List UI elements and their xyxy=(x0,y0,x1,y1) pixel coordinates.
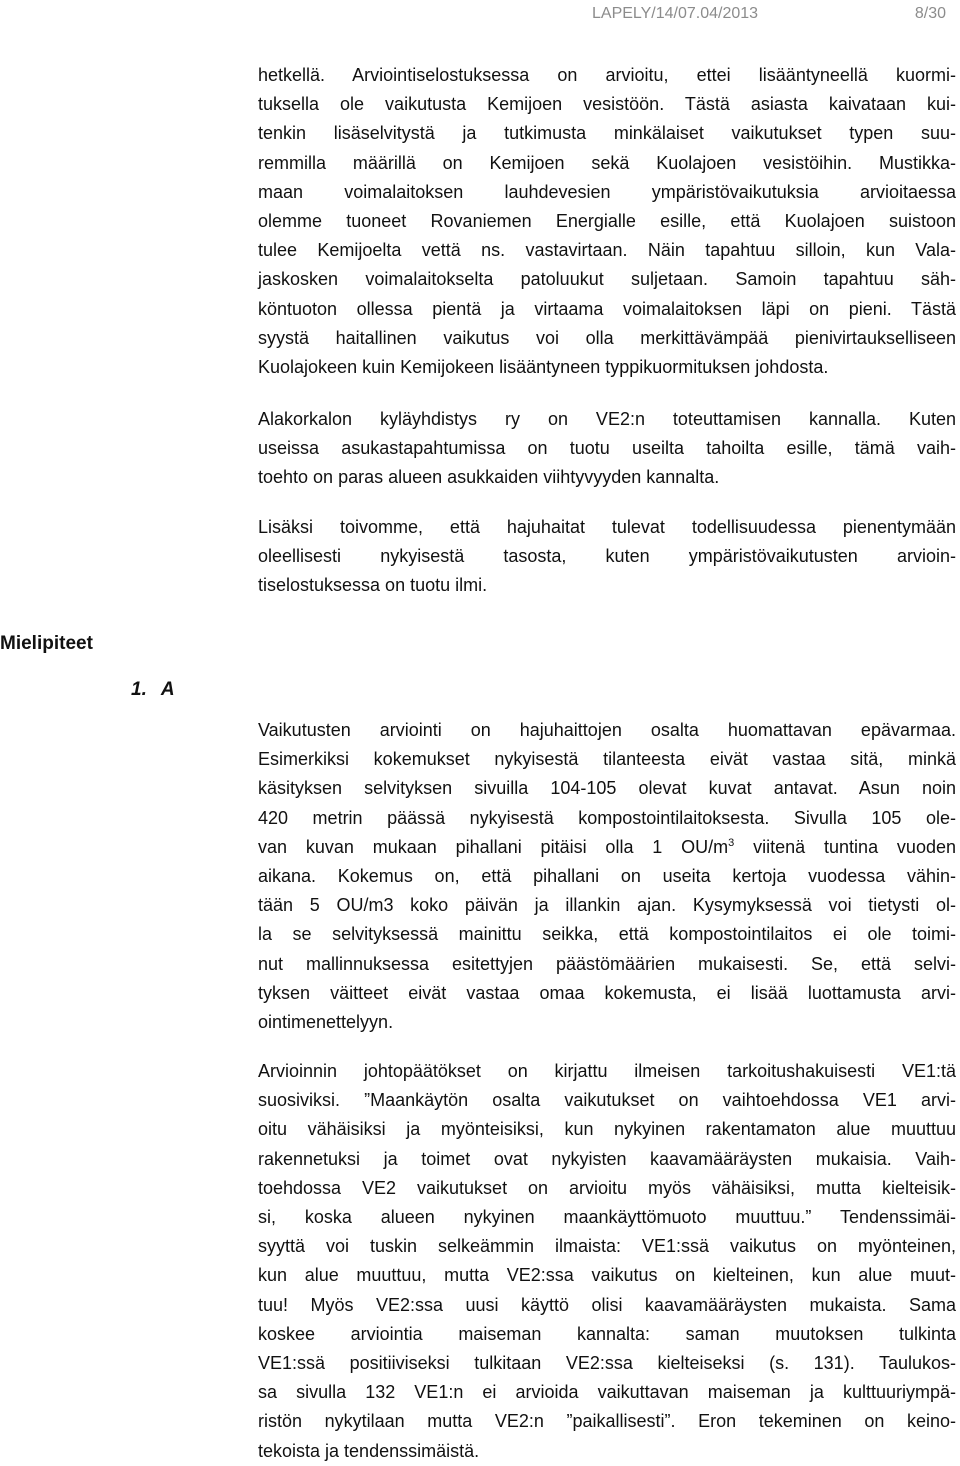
item-letter: A xyxy=(160,679,175,700)
paragraph-1 xyxy=(258,61,956,382)
text-line: köntuoton ollessa pientä ja virtaama voimalaitoksen läpi on pieni. Tästä xyxy=(258,298,956,319)
text-line: suosiviksi. ”Maankäytön osalta vaikutukset on vaihtoehdossa VE1 arvi- xyxy=(258,1090,956,1111)
text-line: 420 metrin päässä nykyisestä kompostointilaitoksesta. Sivulla 105 ole- xyxy=(258,807,956,828)
text-line: sa sivulla 132 VE1:n ei arvioida vaikuttavan maiseman ja kulttuuriympä- xyxy=(258,1382,956,1403)
paragraph-3 xyxy=(258,513,956,601)
text-line: oitu vähäisiksi ja myönteisiksi, kun nykyinen rakentamaton alue muuttuu xyxy=(258,1119,956,1140)
text-line: olemme tuoneet Rovaniemen Energialle esille, että Kuolajoen suistoon xyxy=(258,211,956,232)
text-line: tekoista ja tendenssimäistä. xyxy=(258,1440,480,1461)
text-line: tuksella ole vaikutusta Kemijoen vesistöön. Tästä asiasta kaivataan kui- xyxy=(258,94,956,115)
paragraph-5 xyxy=(258,1057,956,1466)
text-line: tenkin lisäselvitystä ja tutkimusta minkälaiset vaikutukset typen suu- xyxy=(258,123,956,144)
text-line: maan voimalaitoksen lauhdevesien ympäristövaikutuksia arvioitaessa xyxy=(258,181,956,202)
text-line: hetkellä. Arviointiselostuksessa on arvioitu, ettei lisääntyneellä kuormi- xyxy=(258,65,956,85)
text-line: ointimenettelyyn. xyxy=(258,1012,394,1033)
text-fragment: viitenä tuntina vuoden xyxy=(734,836,956,857)
text-line xyxy=(258,833,956,862)
paragraph-4 xyxy=(258,716,956,1037)
item-number: 1. xyxy=(131,679,147,700)
text-line: jaskosken voimalaitokselta patoluukut suljetaan. Samoin tapahtuu säh- xyxy=(258,269,956,290)
text-line: rakennetuksi ja toimet ovat nykyisten kaavamääräysten mukaisia. Vaih- xyxy=(258,1148,956,1169)
text-line: Lisäksi toivomme, että hajuhaitat tulevat todellisuudessa pienentymään xyxy=(258,517,956,537)
text-line: Esimerkiksi kokemukset nykyisestä tilanteesta eivät vastaa sitä, minkä xyxy=(258,749,956,770)
text-line: oleellisesti nykyisestä tasosta, kuten ympäristövaikutusten arvioin- xyxy=(258,546,956,567)
text-line: si, koska alueen nykyinen maankäyttömuoto muuttuu.” Tendenssimäi- xyxy=(258,1207,956,1228)
text-line: koskee arviointia maiseman kannalta: saman muutoksen tulkinta xyxy=(258,1323,956,1344)
text-line: nut mallinnuksessa esitettyjen päästömäärien mukaisesti. Se, että selvi- xyxy=(258,953,956,974)
text-line: tuu! Myös VE2:ssa uusi käyttö olisi kaavamääräysten mukaista. Sama xyxy=(258,1294,956,1315)
text-line: toehto on paras alueen asukkaiden viihtyvyyden kannalta. xyxy=(258,467,720,488)
text-line: Alakorkalon kyläyhdistys ry on VE2:n toteuttamisen kannalla. Kuten xyxy=(258,409,956,429)
superscript: 3 xyxy=(728,836,735,849)
text-line: tään 5 OU/m3 koko päivän ja illankin ajan. Kysymyksessä voi tietysti ol- xyxy=(258,895,956,916)
item-label xyxy=(131,676,175,704)
text-line: aikana. Kokemus on, että pihallani on useita kertoja vuodessa vähin- xyxy=(258,866,956,887)
text-line: Arvioinnin johtopäätökset on kirjattu ilmeisen tarkoitushakuisesti VE1:tä xyxy=(258,1061,956,1081)
text-line: Vaikutusten arviointi on hajuhaittojen osalta huomattavan epävarmaa. xyxy=(258,720,956,740)
text-line: syystä haitallinen vaikutus voi olla merkittävämpää pienivirtaukselliseen xyxy=(258,327,956,348)
text-line: tyksen väitteet eivät vastaa omaa kokemusta, ei lisää luottamusta arvi- xyxy=(258,982,956,1003)
text-line: kun alue muuttuu, mutta VE2:ssa vaikutus on kielteinen, kun alue muut- xyxy=(258,1265,956,1286)
text-line: syyttä voi tuskin selkeämmin ilmaista: VE1:ssä vaikutus on myönteinen, xyxy=(258,1236,956,1257)
page-header xyxy=(592,2,952,26)
text-line: useissa asukastapahtumissa on tuotu useilta tahoilta esille, tämä vaih- xyxy=(258,438,956,459)
paragraph-2 xyxy=(258,405,956,493)
text-line: la se selvityksessä mainittu seikka, että kompostointilaitos ei ole toimi- xyxy=(258,924,956,945)
text-line: ristön nykytilaan mutta VE2:n ”paikallisesti”. Eron tekeminen on keino- xyxy=(258,1411,956,1432)
section-heading: Mielipiteet xyxy=(0,633,93,654)
text-line: remmilla määrillä on Kemijoen sekä Kuolajoen vesistöihin. Mustikka- xyxy=(258,152,956,173)
text-line: VE1:ssä positiiviseksi tulkitaan VE2:ssa kielteiseksi (s. 131). Taulukos- xyxy=(258,1353,956,1374)
document-reference: LAPELY/14/07.04/2013 xyxy=(592,5,759,22)
page-number: 8/30 xyxy=(914,5,946,22)
text-fragment: van kuvan mukaan pihallani pitäisi olla 1 OU/m xyxy=(258,836,729,857)
text-line: tulee Kemijoelta vettä ns. vastavirtaan. Näin tapahtuu silloin, kun Vala- xyxy=(258,240,956,261)
text-line: käsityksen selvityksen sivuilla 104-105 olevat kuvat antavat. Asun noin xyxy=(258,778,956,799)
text-line: tiselostuksessa on tuotu ilmi. xyxy=(258,575,488,596)
text-line: toehdossa VE2 vaikutukset on arvioitu myös vähäisiksi, mutta kielteisik- xyxy=(258,1177,956,1198)
text-line: Kuolajokeen kuin Kemijokeen lisääntyneen typpikuormituksen johdosta. xyxy=(258,357,829,378)
